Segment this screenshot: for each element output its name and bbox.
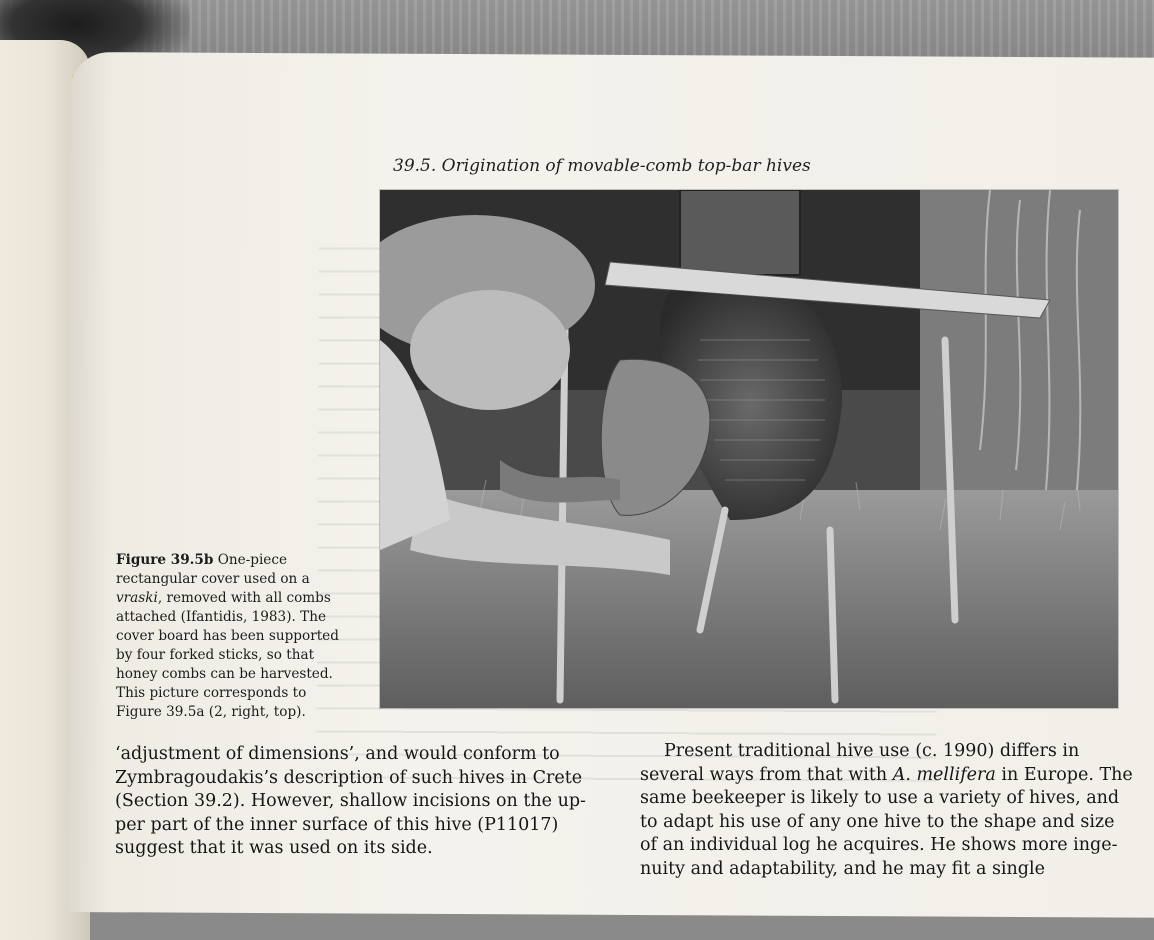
photo-illustration [380,190,1118,708]
text-line: to adapt his use of any one hive to the shape and size [640,811,1115,832]
text-line: ‘adjustment of dimensions’, and would conform to [115,744,560,764]
caption-line: rectangular cover used on a [116,571,310,587]
caption-line: by four forked sticks, so that [116,647,315,663]
caption-line: attached (Ifantidis, 1983). The [116,609,327,625]
text-line: Zymbragoudakis’s description of such hives in Crete [115,767,583,788]
caption-line [116,589,364,608]
text-line: of an individual log he acquires. He shows more inge- [640,835,1118,856]
text-line: nuity and adaptability, and he may fit a single [640,858,1045,879]
caption-line: This picture corresponds to [116,685,307,701]
caption-text: One-piece [217,552,287,568]
text-line: per part of the inner surface of this hive (P11017) [115,814,559,835]
text-line: same beekeeper is likely to use a variety of hives, and [640,788,1120,809]
body-text-right-column [640,740,1133,882]
caption-line [116,551,364,570]
caption-text: , removed with all combs [157,590,331,606]
species-name: A. mellifera [892,764,996,785]
body-text-left-column [115,743,610,861]
caption-line: cover board has been supported [116,628,339,644]
running-head: 39.5. Origination of movable-comb top-bar hives [393,156,811,176]
figure-label: Figure 39.5b [116,552,214,568]
text-segment: several ways from that with [640,764,893,785]
text-line: (Section 39.2). However, shallow incisions on the up- [115,791,586,812]
figure-caption [116,551,364,722]
figure-photograph [380,190,1118,708]
text-line [640,764,1133,788]
text-line: Present traditional hive use (c. 1990) differs in [664,741,1080,761]
caption-line: Figure 39.5a (2, right, top). [116,704,306,720]
text-segment: in Europe. The [995,764,1133,785]
caption-line: honey combs can be harvested. [116,666,333,682]
text-line: suggest that it was used on its side. [115,838,433,859]
caption-italic-term: vraski [116,590,158,606]
